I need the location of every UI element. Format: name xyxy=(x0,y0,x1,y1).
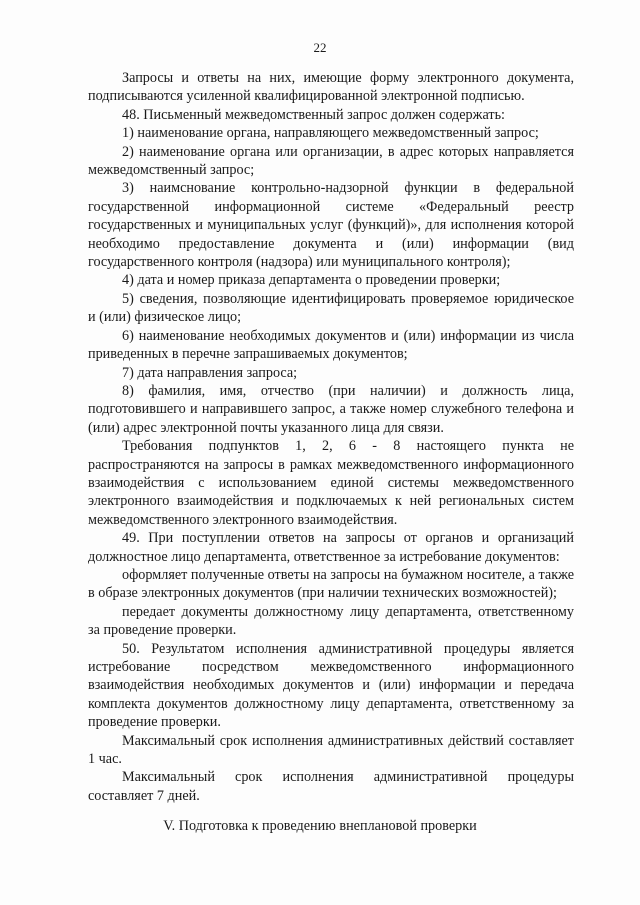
paragraph-48-item-8: 8) фамилия, имя, отчество (при наличии) и должность лица, подготовившего и направившего запрос, а также номер служебного телефона и (или) адрес электронной почты указанного лица для связи. xyxy=(88,382,574,436)
paragraph-48-item-3: 3) наимснование контрольно-надзорной функции в федеральной государственной информационной системе «Федеральный реестр государственных и муниципальных услуг (функций)», для исполнения которой необходимо предоставление документа и (или) информации (вид государственного контроля (надзора) или муниципального контроля); xyxy=(88,180,574,271)
paragraph-max-time-procedure: Максимальный срок исполнения административной процедуры составляет 7 дней. xyxy=(88,769,574,804)
paragraph-49-transfer: передает документы должностному лицу департамента, ответственному за проведение проверки. xyxy=(88,603,574,639)
paragraph-48-item-7: 7) дата направления запроса; xyxy=(122,364,298,381)
paragraph-48-item-1: 1) наименование органа, направляющего межведомственный запрос; xyxy=(122,125,539,142)
paragraph-48-item-6: 6) наименование необходимых документов и (или) информации из числа приведенных в перечне запрашиваемых документов; xyxy=(88,327,574,363)
body-text xyxy=(88,69,574,805)
page-number: 22 xyxy=(313,40,327,55)
paragraph-50-result: 50. Результатом исполнения административной процедуры является истребование посредством межведомственного информационного взаимодействия необходимых документов и (или) информации и передача комплекта документов должностному лицу департамента, ответственному за проведение проверки. xyxy=(88,640,574,731)
paragraph-max-time-actions: Максимальный срок исполнения административных действий составляет 1 час. xyxy=(88,732,574,768)
paragraph-48-item-4: 4) дата и номер приказа департамента о проведении проверки; xyxy=(122,272,501,289)
paragraph-signature-requirement: Запросы и ответы на них, имеющие форму электронного документа, подписываются усиленной квалифицированной электронной подписью. xyxy=(88,70,574,105)
paragraph-requirements-exception: Требования подпунктов 1, 2, 6 - 8 настоящего пункта не распространяются на запросы в рамках межведомственного информационного взаимодействия с использованием единой системы межведомственного электронного взаимодействия и подключаемых к ней региональных систем межведомственного электронного взаимодействия. xyxy=(88,438,574,528)
paragraph-49-format: оформляет полученные ответы на запросы на бумажном носителе, а также в образе электронных документов (при наличии технических возможностей); xyxy=(88,566,574,602)
paragraph-48-intro: 48. Письменный межведомственный запрос должен содержать: xyxy=(122,106,505,123)
paragraph-48-item-5: 5) сведения, позволяющие идентифицировать проверяемое юридическое и (или) физическое лицо; xyxy=(88,290,574,326)
section-heading: V. Подготовка к проведению внеплановой проверки xyxy=(163,818,477,834)
paragraph-48-item-2: 2) наименование органа или организации, в адрес которых направляется межведомственный запрос; xyxy=(88,143,574,179)
paragraph-49-intro: 49. При поступлении ответов на запросы от органов и организаций должностное лицо департамента, ответственное за истребование документов: xyxy=(88,530,574,565)
